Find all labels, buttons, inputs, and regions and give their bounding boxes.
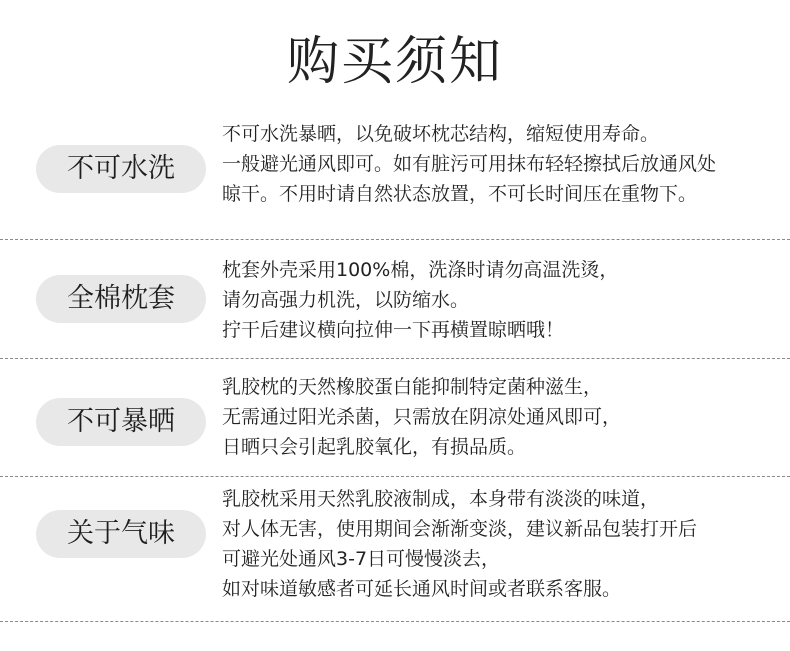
section-text-line: 一般避光通风即可。如有脏污可用抹布轻轻擦拭后放通风处 <box>222 153 717 175</box>
section-text-line: 枕套外壳采用100%棉，洗涤时请勿高温洗烫， <box>222 259 619 281</box>
section-divider <box>0 476 790 477</box>
section-text-line: 可避光处通风3-7日可慢慢淡去， <box>222 548 501 570</box>
section-text <box>222 372 621 462</box>
section-text <box>222 484 697 604</box>
section-label-pill: 全棉枕套 <box>36 275 206 323</box>
section-text-line: 对人体无害，使用期间会渐渐变淡，建议新品包装打开后 <box>222 518 698 540</box>
section-divider <box>0 358 790 359</box>
section-text <box>222 255 618 345</box>
section-text-line: 晾干。不用时请自然状态放置，不可长时间压在重物下。 <box>222 183 698 205</box>
page-title: 购买须知 <box>286 32 503 92</box>
section-label-pill: 不可暴晒 <box>36 398 206 446</box>
section-text <box>222 119 716 209</box>
section-text-line: 拧干后建议横向拉伸一下再横置晾晒哦！ <box>222 319 565 341</box>
section-divider <box>0 239 790 240</box>
section-text-line: 请勿高强力机洗，以防缩水。 <box>222 289 470 311</box>
section-divider <box>0 621 790 622</box>
section-text-line: 乳胶枕采用天然乳胶液制成，本身带有淡淡的味道， <box>222 488 660 510</box>
section-label-pill: 关于气味 <box>36 510 206 558</box>
section-text-line: 乳胶枕的天然橡胶蛋白能抑制特定菌种滋生， <box>222 376 603 398</box>
section-text-line: 不可水洗暴晒，以免破坏枕芯结构，缩短使用寿命。 <box>222 123 660 145</box>
section-text-line: 如对味道敏感者可延长通风时间或者联系客服。 <box>222 578 622 600</box>
section-text-line: 日晒只会引起乳胶氧化，有损品质。 <box>222 436 527 458</box>
section-text-line: 无需通过阳光杀菌，只需放在阴凉处通风即可， <box>222 406 622 428</box>
section-label-pill: 不可水洗 <box>36 145 206 193</box>
